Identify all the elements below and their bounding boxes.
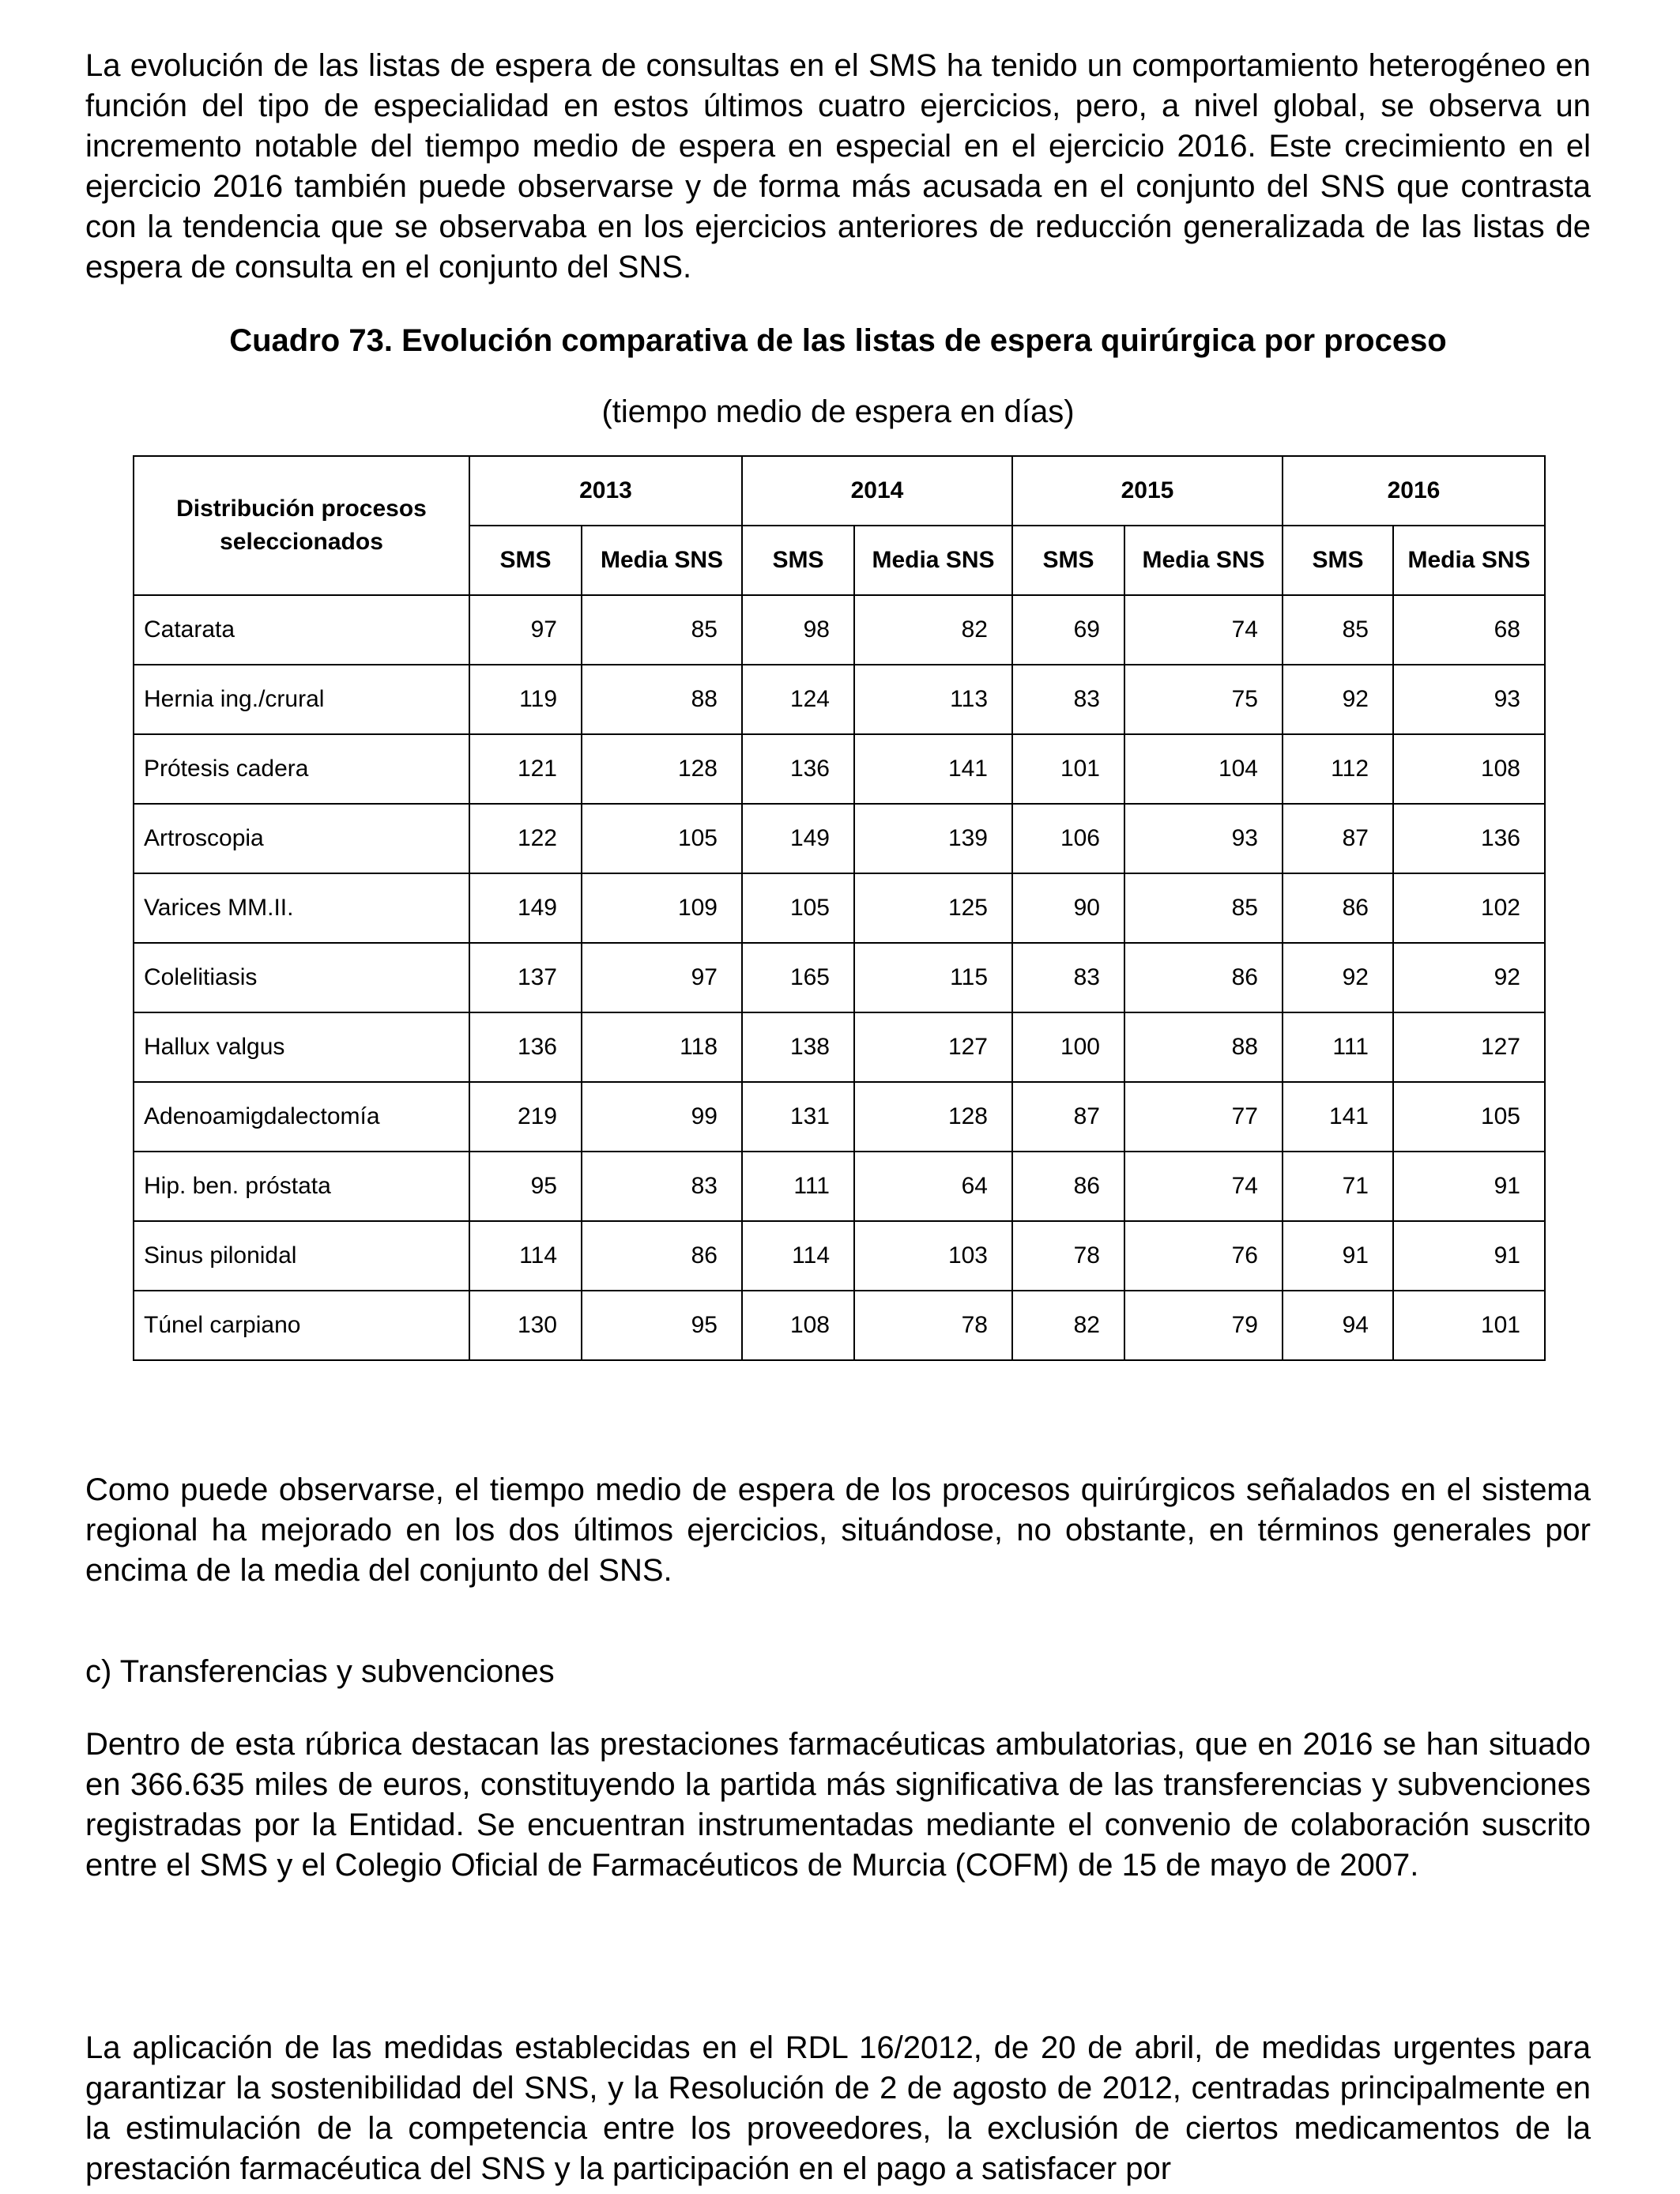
sub-header-media-sns: Media SNS — [1393, 526, 1545, 595]
table-cell: 112 — [1283, 734, 1393, 804]
table-cell: 149 — [742, 804, 854, 873]
section-heading: c) Transferencias y subvenciones — [85, 1654, 555, 1689]
table-cell: 93 — [1124, 804, 1283, 873]
table-row — [134, 1291, 1545, 1360]
table-cell: 141 — [854, 734, 1012, 804]
measures-paragraph: La aplicación de las medidas establecidas en el RDL 16/2012, de 20 de abril, de medidas urgentes para garantizar la sostenibilidad del SNS, y la Resolución de 2 de agosto de 2012, centradas principalmente en la estimulación de la competencia entre los proveedores, la exclusión de ciertos medicamentos de la prestación farmacéutica del SNS y la participación en el pago a satisfacer por — [85, 2030, 1591, 2186]
table-cell: 125 — [854, 873, 1012, 943]
table-cell: 68 — [1393, 595, 1545, 665]
table-cell: 103 — [854, 1221, 1012, 1291]
table-cell: 95 — [469, 1152, 582, 1221]
table-cell: 136 — [469, 1012, 582, 1082]
table-cell: 77 — [1124, 1082, 1283, 1152]
table-cell: 90 — [1012, 873, 1124, 943]
row-label: Túnel carpiano — [134, 1291, 469, 1360]
table-cell: 88 — [1124, 1012, 1283, 1082]
table-cell: 131 — [742, 1082, 854, 1152]
row-label: Adenoamigdalectomía — [134, 1082, 469, 1152]
table-cell: 141 — [1283, 1082, 1393, 1152]
table-row — [134, 943, 1545, 1012]
table-cell: 114 — [469, 1221, 582, 1291]
table-cell: 95 — [582, 1291, 742, 1360]
sub-header-sms: SMS — [1012, 526, 1124, 595]
table-cell: 86 — [1012, 1152, 1124, 1221]
table-cell: 128 — [582, 734, 742, 804]
row-label: Prótesis cadera — [134, 734, 469, 804]
table-cell: 102 — [1393, 873, 1545, 943]
table-row — [134, 665, 1545, 734]
table-cell: 88 — [582, 665, 742, 734]
table-row — [134, 1221, 1545, 1291]
table-cell: 121 — [469, 734, 582, 804]
table-cell: 92 — [1393, 943, 1545, 1012]
table-cell: 83 — [582, 1152, 742, 1221]
table-cell: 127 — [854, 1012, 1012, 1082]
table-cell: 108 — [1393, 734, 1545, 804]
row-label: Hip. ben. próstata — [134, 1152, 469, 1221]
table-cell: 100 — [1012, 1012, 1124, 1082]
table-cell: 104 — [1124, 734, 1283, 804]
row-label: Catarata — [134, 595, 469, 665]
table-cell: 111 — [1283, 1012, 1393, 1082]
table-row — [134, 734, 1545, 804]
year-header: 2014 — [742, 456, 1012, 526]
sub-header-media-sns: Media SNS — [582, 526, 742, 595]
table-cell: 78 — [1012, 1221, 1124, 1291]
table-cell: 76 — [1124, 1221, 1283, 1291]
table-cell: 86 — [1124, 943, 1283, 1012]
table-cell: 219 — [469, 1082, 582, 1152]
sub-header-sms: SMS — [742, 526, 854, 595]
table-cell: 136 — [742, 734, 854, 804]
table-row — [134, 873, 1545, 943]
table-cell: 101 — [1393, 1291, 1545, 1360]
table-cell: 83 — [1012, 665, 1124, 734]
table-cell: 101 — [1012, 734, 1124, 804]
table-cell: 109 — [582, 873, 742, 943]
analysis-paragraph: Como puede observarse, el tiempo medio de espera de los procesos quirúrgicos señalados en el sistema regional ha mejorado en los dos últimos ejercicios, situándose, no obstante, en términos generales por encima de la media del conjunto del SNS. — [85, 1472, 1591, 1588]
table-cell: 92 — [1283, 943, 1393, 1012]
row-label: Sinus pilonidal — [134, 1221, 469, 1291]
table-cell: 92 — [1283, 665, 1393, 734]
table-cell: 87 — [1012, 1082, 1124, 1152]
table-cell: 138 — [742, 1012, 854, 1082]
table-cell: 119 — [469, 665, 582, 734]
table-cell: 130 — [469, 1291, 582, 1360]
year-header: 2013 — [469, 456, 742, 526]
row-label: Hallux valgus — [134, 1012, 469, 1082]
table-cell: 78 — [854, 1291, 1012, 1360]
table-cell: 75 — [1124, 665, 1283, 734]
table-cell: 93 — [1393, 665, 1545, 734]
table-cell: 114 — [742, 1221, 854, 1291]
sub-header-sms: SMS — [1283, 526, 1393, 595]
table-corner-header: Distribución procesos seleccionados — [134, 456, 469, 595]
table-cell: 82 — [854, 595, 1012, 665]
table-cell: 64 — [854, 1152, 1012, 1221]
table-cell: 87 — [1283, 804, 1393, 873]
table-cell: 99 — [582, 1082, 742, 1152]
table-row — [134, 1012, 1545, 1082]
table-cell: 91 — [1283, 1221, 1393, 1291]
table-row — [134, 1152, 1545, 1221]
table-cell: 91 — [1393, 1221, 1545, 1291]
table-cell: 85 — [1283, 595, 1393, 665]
transfers-paragraph: Dentro de esta rúbrica destacan las prestaciones farmacéuticas ambulatorias, que en 2016 se han situado en 366.635 miles de euros, constituyendo la partida más significativa de las transferencias y subvenciones registradas por la Entidad. Se encuentran instrumentadas mediante el convenio de colaboración suscrito entre el SMS y el Colegio Oficial de Farmacéuticos de Murcia (COFM) de 15 de mayo de 2007. — [85, 1727, 1591, 1883]
table-cell: 106 — [1012, 804, 1124, 873]
table-cell: 98 — [742, 595, 854, 665]
row-label: Artroscopia — [134, 804, 469, 873]
sub-header-sms: SMS — [469, 526, 582, 595]
waiting-list-table — [133, 455, 1546, 1361]
table-cell: 94 — [1283, 1291, 1393, 1360]
table-cell: 139 — [854, 804, 1012, 873]
table-cell: 74 — [1124, 1152, 1283, 1221]
table-caption-title: Cuadro 73. Evolución comparativa de las listas de espera quirúrgica por proceso — [229, 323, 1447, 358]
table-header-row-years — [134, 456, 1545, 526]
year-header: 2016 — [1283, 456, 1545, 526]
table-cell: 136 — [1393, 804, 1545, 873]
table-cell: 108 — [742, 1291, 854, 1360]
table-cell: 128 — [854, 1082, 1012, 1152]
table-cell: 127 — [1393, 1012, 1545, 1082]
table-cell: 86 — [582, 1221, 742, 1291]
table-row — [134, 804, 1545, 873]
table-cell: 83 — [1012, 943, 1124, 1012]
table-cell: 124 — [742, 665, 854, 734]
table-cell: 79 — [1124, 1291, 1283, 1360]
table-cell: 71 — [1283, 1152, 1393, 1221]
table-body — [134, 595, 1545, 1360]
row-label: Hernia ing./crural — [134, 665, 469, 734]
table-cell: 122 — [469, 804, 582, 873]
table-cell: 97 — [469, 595, 582, 665]
table-row — [134, 1082, 1545, 1152]
table-cell: 137 — [469, 943, 582, 1012]
table-cell: 86 — [1283, 873, 1393, 943]
table-cell: 113 — [854, 665, 1012, 734]
table-cell: 105 — [742, 873, 854, 943]
sub-header-media-sns: Media SNS — [1124, 526, 1283, 595]
row-label: Varices MM.II. — [134, 873, 469, 943]
year-header: 2015 — [1012, 456, 1283, 526]
table-cell: 105 — [1393, 1082, 1545, 1152]
row-label: Colelitiasis — [134, 943, 469, 1012]
table-caption-subtitle: (tiempo medio de espera en días) — [601, 394, 1075, 429]
table-cell: 97 — [582, 943, 742, 1012]
table-cell: 149 — [469, 873, 582, 943]
table-cell: 91 — [1393, 1152, 1545, 1221]
table-row — [134, 595, 1545, 665]
table-cell: 85 — [1124, 873, 1283, 943]
table-cell: 69 — [1012, 595, 1124, 665]
table-cell: 82 — [1012, 1291, 1124, 1360]
table-cell: 118 — [582, 1012, 742, 1082]
table-cell: 111 — [742, 1152, 854, 1221]
table-cell: 85 — [582, 595, 742, 665]
table-cell: 165 — [742, 943, 854, 1012]
table-cell: 74 — [1124, 595, 1283, 665]
sub-header-media-sns: Media SNS — [854, 526, 1012, 595]
table-cell: 105 — [582, 804, 742, 873]
intro-paragraph: La evolución de las listas de espera de consultas en el SMS ha tenido un comportamiento heterogéneo en función del tipo de especialidad en estos últimos cuatro ejercicios, pero, a nivel global, se observa un incremento notable del tiempo medio de espera en especial en el ejercicio 2016. Este crecimiento en el ejercicio 2016 también puede observarse y de forma más acusada en el conjunto del SNS que contrasta con la tendencia que se observaba en los ejercicios anteriores de reducción generalizada de las listas de espera de consulta en el conjunto del SNS. — [85, 48, 1591, 285]
table-cell: 115 — [854, 943, 1012, 1012]
